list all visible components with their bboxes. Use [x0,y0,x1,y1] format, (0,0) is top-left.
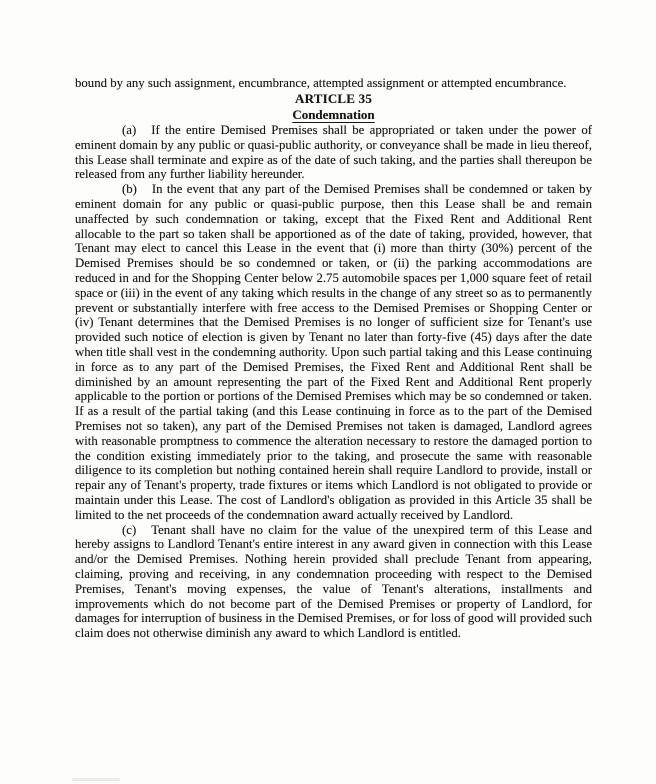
paragraph-c-text: Tenant shall have no claim for the value of the unexpired term of this Lease and hereby assigns to Landlord Tenant's entire interest in any award given in connection with this Lease and/or the Demised Premises. Nothing herein provided shall preclude Tenant from appearing, claiming, proving and receiving, in any condemnation proceeding with respect to the Demised Premises, Tenant's moving expenses, the value of Tenant's alterations, installments and improvements which do not become part of the Demised Premises or property of Landlord, for damages for interruption of business in the Demised Premises, or for loss of good will provided such claim does not otherwise diminish any award to which Landlord is entitled. [75,522,592,641]
paragraph-a-label: (a) [122,123,137,137]
section-heading: Condemnation [292,107,375,122]
continuation-line: bound by any such assignment, encumbrance, attempted assignment or attempted encumbrance. [75,76,567,90]
document-content [75,76,592,641]
paragraph-b [75,182,592,522]
paragraph-a-text: If the entire Demised Premises shall be appropriated or taken under the power of eminent domain by any public or quasi-public authority, or conveyance shall be made in lieu thereof, this Lease shall terminate and expire as of the date of such taking, and the parties shall thereupon be released from any further liability hereunder. [75,123,592,182]
article-heading: ARTICLE 35 [294,91,373,106]
paragraph-b-label: (b) [122,182,137,197]
paragraph-a [75,123,592,182]
paragraph-b-text: In the event that any part of the Demised Premises shall be condemned or taken by eminent domain for any public or quasi-public purpose, then this Lease shall be and remain unaffected by such condemnation or taking, except that the Fixed Rent and Additional Rent allocable to the part so taken shall be apportioned as of the date of taking, provided, however, that Tenant may elect to cancel this Lease in the event that (i) more than thirty (30%) percent of the Demised Premises should be so condemned or taken, or (ii) the parking accommodations are reduced in and for the Shopping Center below 2.75 automobile spaces per 1,000 square feet of retail space or (iii) in the event of any taking which results in the change of any street so as to permanently prevent or substantially interfere with free access to the Demised Premises or Shopping Center or (iv) Tenant determines that the Demised Premises is no longer of sufficient size for Tenant's use provided such notice of election is given by Tenant no later than forty-five (45) days after the date when title shall vest in the condemning authority. Upon such partial taking and this Lease continuing in force as to any part of the Demised Premises, the Fixed Rent and Additional Rent shall be diminished by an amount representing the part of the Fixed Rent and Additional Rent properly applicable to the portion or portions of the Demised Premises which may be so condemned or taken. If as a result of the partial taking (and this Lease continuing in force as to the part of the Demised Premises not so taken), any part of the Demised Premises not taken is damaged, Landlord agrees with reasonable promptness to commence the alteration necessary to restore the damaged portion to the condition existing immediately prior to the taking, and prosecute the same with reasonable diligence to its completion but nothing contained herein shall require Landlord to provide, install or repair any of Tenant's property, trade fixtures or items which Landlord is not obligated to provide or maintain under this Lease. The cost of Landlord's obligation as provided in this Article 35 shall be limited to the net proceeds of the condemnation award actually received by Landlord. [75,182,592,522]
scan-artifact [72,778,120,781]
paragraph-c [75,523,592,641]
paragraph-c-label: (c) [122,522,137,537]
